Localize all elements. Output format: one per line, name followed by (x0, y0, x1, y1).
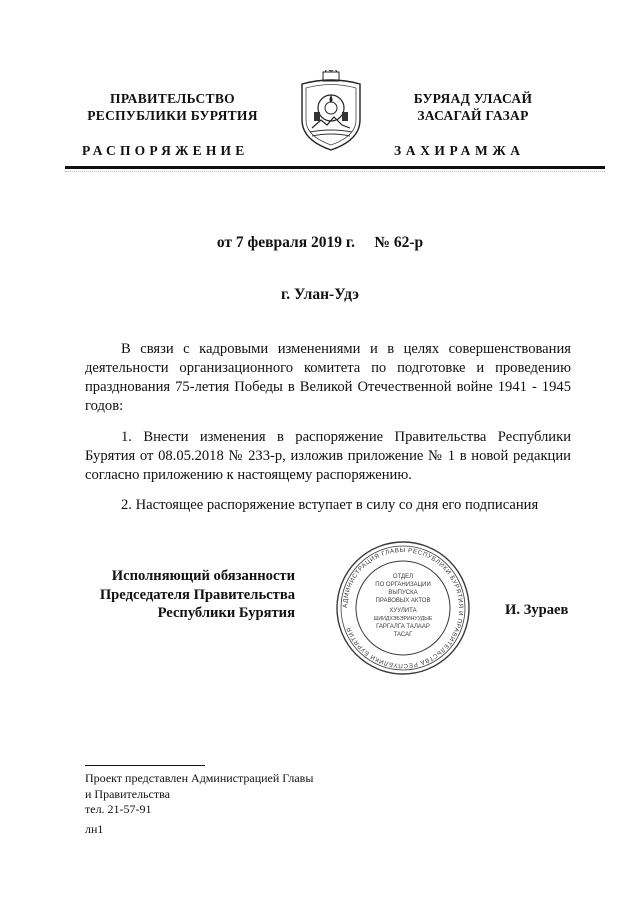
seal-line-7: ГАРГАЛГА ТАЛААР (376, 624, 430, 630)
seal-line-5: ХУУЛИТА (389, 608, 417, 614)
seal-ring-text: АДМИНИСТРАЦИЯ ГЛАВЫ РЕСПУБЛИКИ БУРЯТИЯ И ПРАВИТЕЛЬСТВА РЕСПУБЛИКИ БУРЯТИЯ (341, 546, 465, 670)
seal-line-2: ПО ОРГАНИЗАЦИИ (375, 582, 431, 588)
doc-type-left: РАСПОРЯЖЕНИЕ (82, 143, 249, 158)
signatory-title-line2: Председателя Правительства (99, 586, 295, 603)
header-right-line1: БУРЯАД УЛАСАЙ (413, 91, 533, 106)
seal-line-4: ПРАВОВЫХ АКТОВ (375, 598, 431, 604)
body-paragraph-3: 2. Настоящее распоряжение вступает в силу со дня его подписания (121, 497, 539, 513)
header-right (378, 90, 568, 124)
header-left-line1: ПРАВИТЕЛЬСТВО (110, 91, 235, 106)
footnote-divider (85, 765, 205, 766)
seal-line-3: ВЫПУСКА (388, 590, 418, 596)
header-right-line2: ЗАСАГАЙ ГАЗАР (417, 108, 529, 123)
seal-line-6: ШИИДХЭБЭРИНУУДЫЕ (373, 616, 433, 622)
date-number: от 7 февраля 2019 г. № 62-р (216, 234, 424, 251)
city: г. Улан-Удэ (280, 286, 359, 303)
doc-type-right: ЗАХИРАМЖА (394, 143, 525, 158)
footnote-line1: Проект представлен Администрацией Главы (85, 771, 314, 785)
body-paragraph-2: 1. Внести изменения в распоряжение Правительства Республики Бурятия от 08.05.2018 № 233-р, изложив приложение № 1 в новой редакции согласно приложению к настоящему распоряжению. (85, 429, 571, 483)
signatory-title (80, 567, 295, 623)
header-left (60, 90, 285, 124)
document-code: лн1 (85, 822, 104, 836)
header-left-line2: РЕСПУБЛИКИ БУРЯТИЯ (87, 108, 258, 123)
footnote (85, 771, 313, 818)
footnote-phone: тел. 21-57-91 (85, 802, 152, 816)
seal-line-1: ОТДЕЛ (392, 574, 414, 580)
signatory-title-line3: Республики Бурятия (157, 605, 295, 621)
header-divider-dotted (65, 171, 605, 172)
header-divider (65, 166, 605, 169)
footnote-line2: и Правительства (85, 786, 170, 801)
signatory-title-line1: Исполняющий обязанности (111, 568, 295, 584)
coat-of-arms-icon (296, 70, 366, 154)
seal-line-8: ТАСАГ (393, 632, 413, 638)
body-paragraph-1: В связи с кадровыми изменениями и в целях совершенствования деятельности организационного комитета по подготовке и проведению празднования 75-летия Победы в Великой Отечественной войне 1941 - 1945 годов: (85, 341, 571, 414)
official-seal-icon (335, 540, 471, 676)
signatory-name: И. Зураев (505, 602, 569, 618)
